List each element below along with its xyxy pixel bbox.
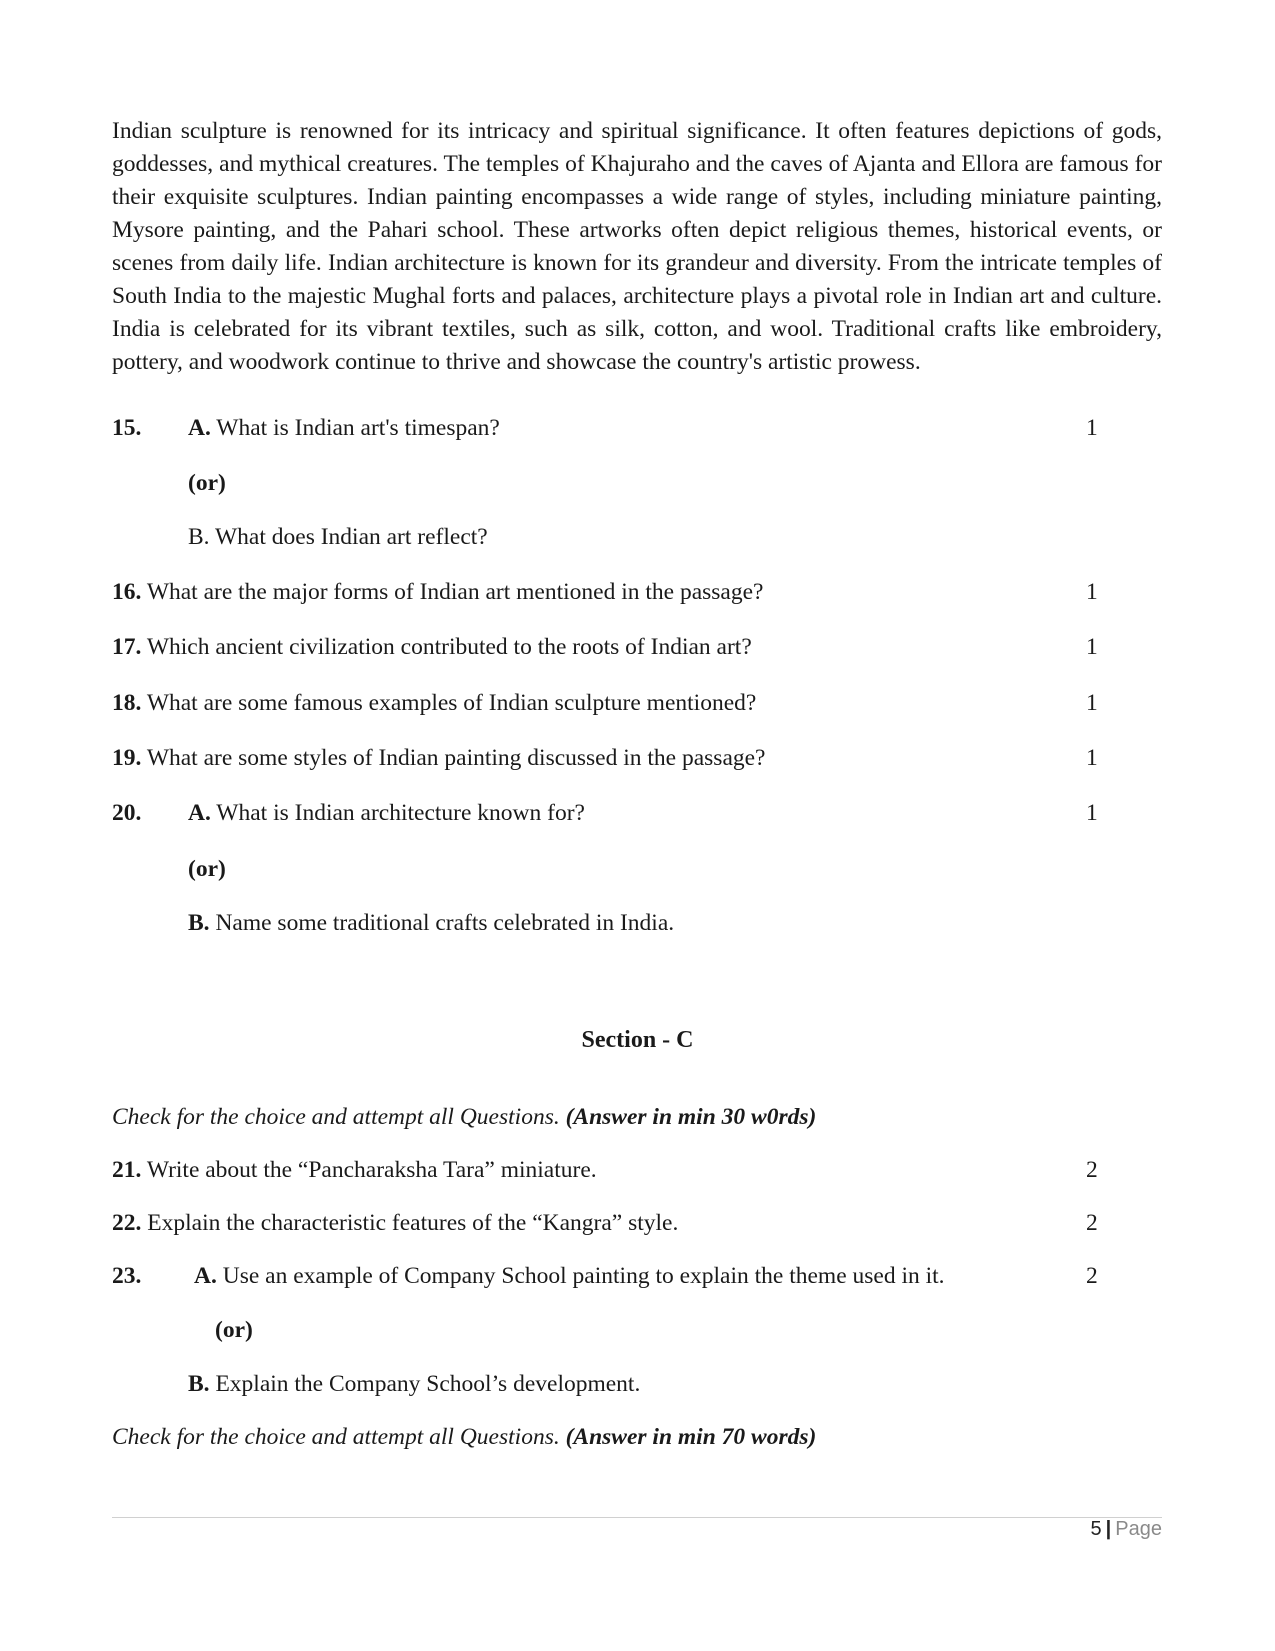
q20-option-b	[188, 910, 674, 937]
q15-marks: 1	[1086, 415, 1098, 441]
q20-option-a	[188, 800, 585, 827]
q21-number: 21.	[112, 1157, 142, 1183]
q19-text: What are some styles of Indian painting discussed in the passage?	[141, 745, 766, 771]
q23-a-label: A.	[194, 1263, 217, 1289]
q22-question	[112, 1210, 678, 1237]
page-footer	[1091, 1518, 1162, 1541]
q16-question	[112, 579, 763, 606]
section-heading: Section - C	[581, 1027, 694, 1053]
q16-text: What are the major forms of Indian art mentioned in the passage?	[141, 579, 764, 605]
q17-number: 17.	[112, 634, 142, 660]
q17-question	[112, 634, 752, 661]
instruction-1-text: Check for the choice and attempt all Questions.	[112, 1104, 566, 1130]
q23-a-text: Use an example of Company School painting to explain the theme used in it.	[216, 1263, 945, 1289]
q22-number: 22.	[112, 1210, 142, 1236]
q21-text: Write about the “Pancharaksha Tara” miniature.	[141, 1157, 597, 1183]
q15-option-a	[188, 415, 500, 442]
q18-question	[112, 690, 756, 717]
q19-marks: 1	[1086, 745, 1098, 771]
q20-number: 20.	[112, 800, 142, 826]
q19-question	[112, 745, 766, 772]
q15-a-text: What is Indian art's timespan?	[210, 415, 500, 441]
q23-b-text: Explain the Company School’s development.	[209, 1371, 641, 1397]
q15-or: (or)	[188, 470, 226, 496]
instruction-2-text: Check for the choice and attempt all Questions.	[112, 1424, 566, 1450]
q23-marks: 2	[1086, 1263, 1098, 1289]
passage-text: Indian sculpture is renowned for its intricacy and spiritual significance. It often features depictions of gods, goddesses, and mythical creatures. The temples of Khajuraho and the caves of Ajanta and Ellora are famous for their exquisite sculptures. Indian painting encompasses a wide range of styles, including miniature painting, Mysore painting, and the Pahari school. These artworks often depict religious themes, historical events, or scenes from daily life. Indian architecture is known for its grandeur and diversity. From the intricate temples of South India to the majestic Mughal forts and palaces, architecture plays a pivotal role in Indian art and culture. India is celebrated for its vibrant textiles, such as silk, cotton, and wool. Traditional crafts like embroidery, pottery, and woodwork continue to thrive and showcase the country's artistic prowess.	[112, 118, 1162, 375]
q22-marks: 2	[1086, 1210, 1098, 1236]
q18-number: 18.	[112, 690, 142, 716]
q19-number: 19.	[112, 745, 142, 771]
q16-number: 16.	[112, 579, 142, 605]
instruction-70-words	[112, 1424, 816, 1451]
q20-a-label: A.	[188, 800, 211, 826]
q23-number: 23.	[112, 1263, 142, 1289]
instruction-2-bold: (Answer in min 70 words)	[565, 1424, 817, 1450]
q15-a-label: A.	[188, 415, 211, 441]
footer-divider	[112, 1517, 1162, 1518]
q20-a-text: What is Indian architecture known for?	[210, 800, 585, 826]
page-label: Page	[1115, 1518, 1162, 1540]
q20-marks: 1	[1086, 800, 1098, 826]
q18-marks: 1	[1086, 690, 1098, 716]
instruction-1-bold: (Answer in min 30 w0rds)	[565, 1104, 817, 1130]
q15-number: 15.	[112, 415, 142, 441]
q23-option-b	[188, 1371, 640, 1398]
q18-text: What are some famous examples of Indian sculpture mentioned?	[141, 690, 757, 716]
q20-b-text: Name some traditional crafts celebrated in India.	[209, 910, 675, 936]
q23-or: (or)	[215, 1317, 253, 1343]
q20-or: (or)	[188, 856, 226, 882]
q16-marks: 1	[1086, 579, 1098, 605]
instruction-30-words	[112, 1104, 816, 1131]
q21-question	[112, 1157, 597, 1184]
q17-marks: 1	[1086, 634, 1098, 660]
footer-separator: |	[1105, 1518, 1112, 1540]
q23-option-a	[194, 1263, 945, 1290]
q22-text: Explain the characteristic features of the “Kangra” style.	[141, 1210, 679, 1236]
page-number: 5	[1090, 1518, 1102, 1540]
q23-b-label: B.	[188, 1371, 210, 1397]
q21-marks: 2	[1086, 1157, 1098, 1183]
q17-text: Which ancient civilization contributed to the roots of Indian art?	[141, 634, 752, 660]
q20-b-label: B.	[188, 910, 210, 936]
q15-option-b: B. What does Indian art reflect?	[188, 524, 488, 550]
